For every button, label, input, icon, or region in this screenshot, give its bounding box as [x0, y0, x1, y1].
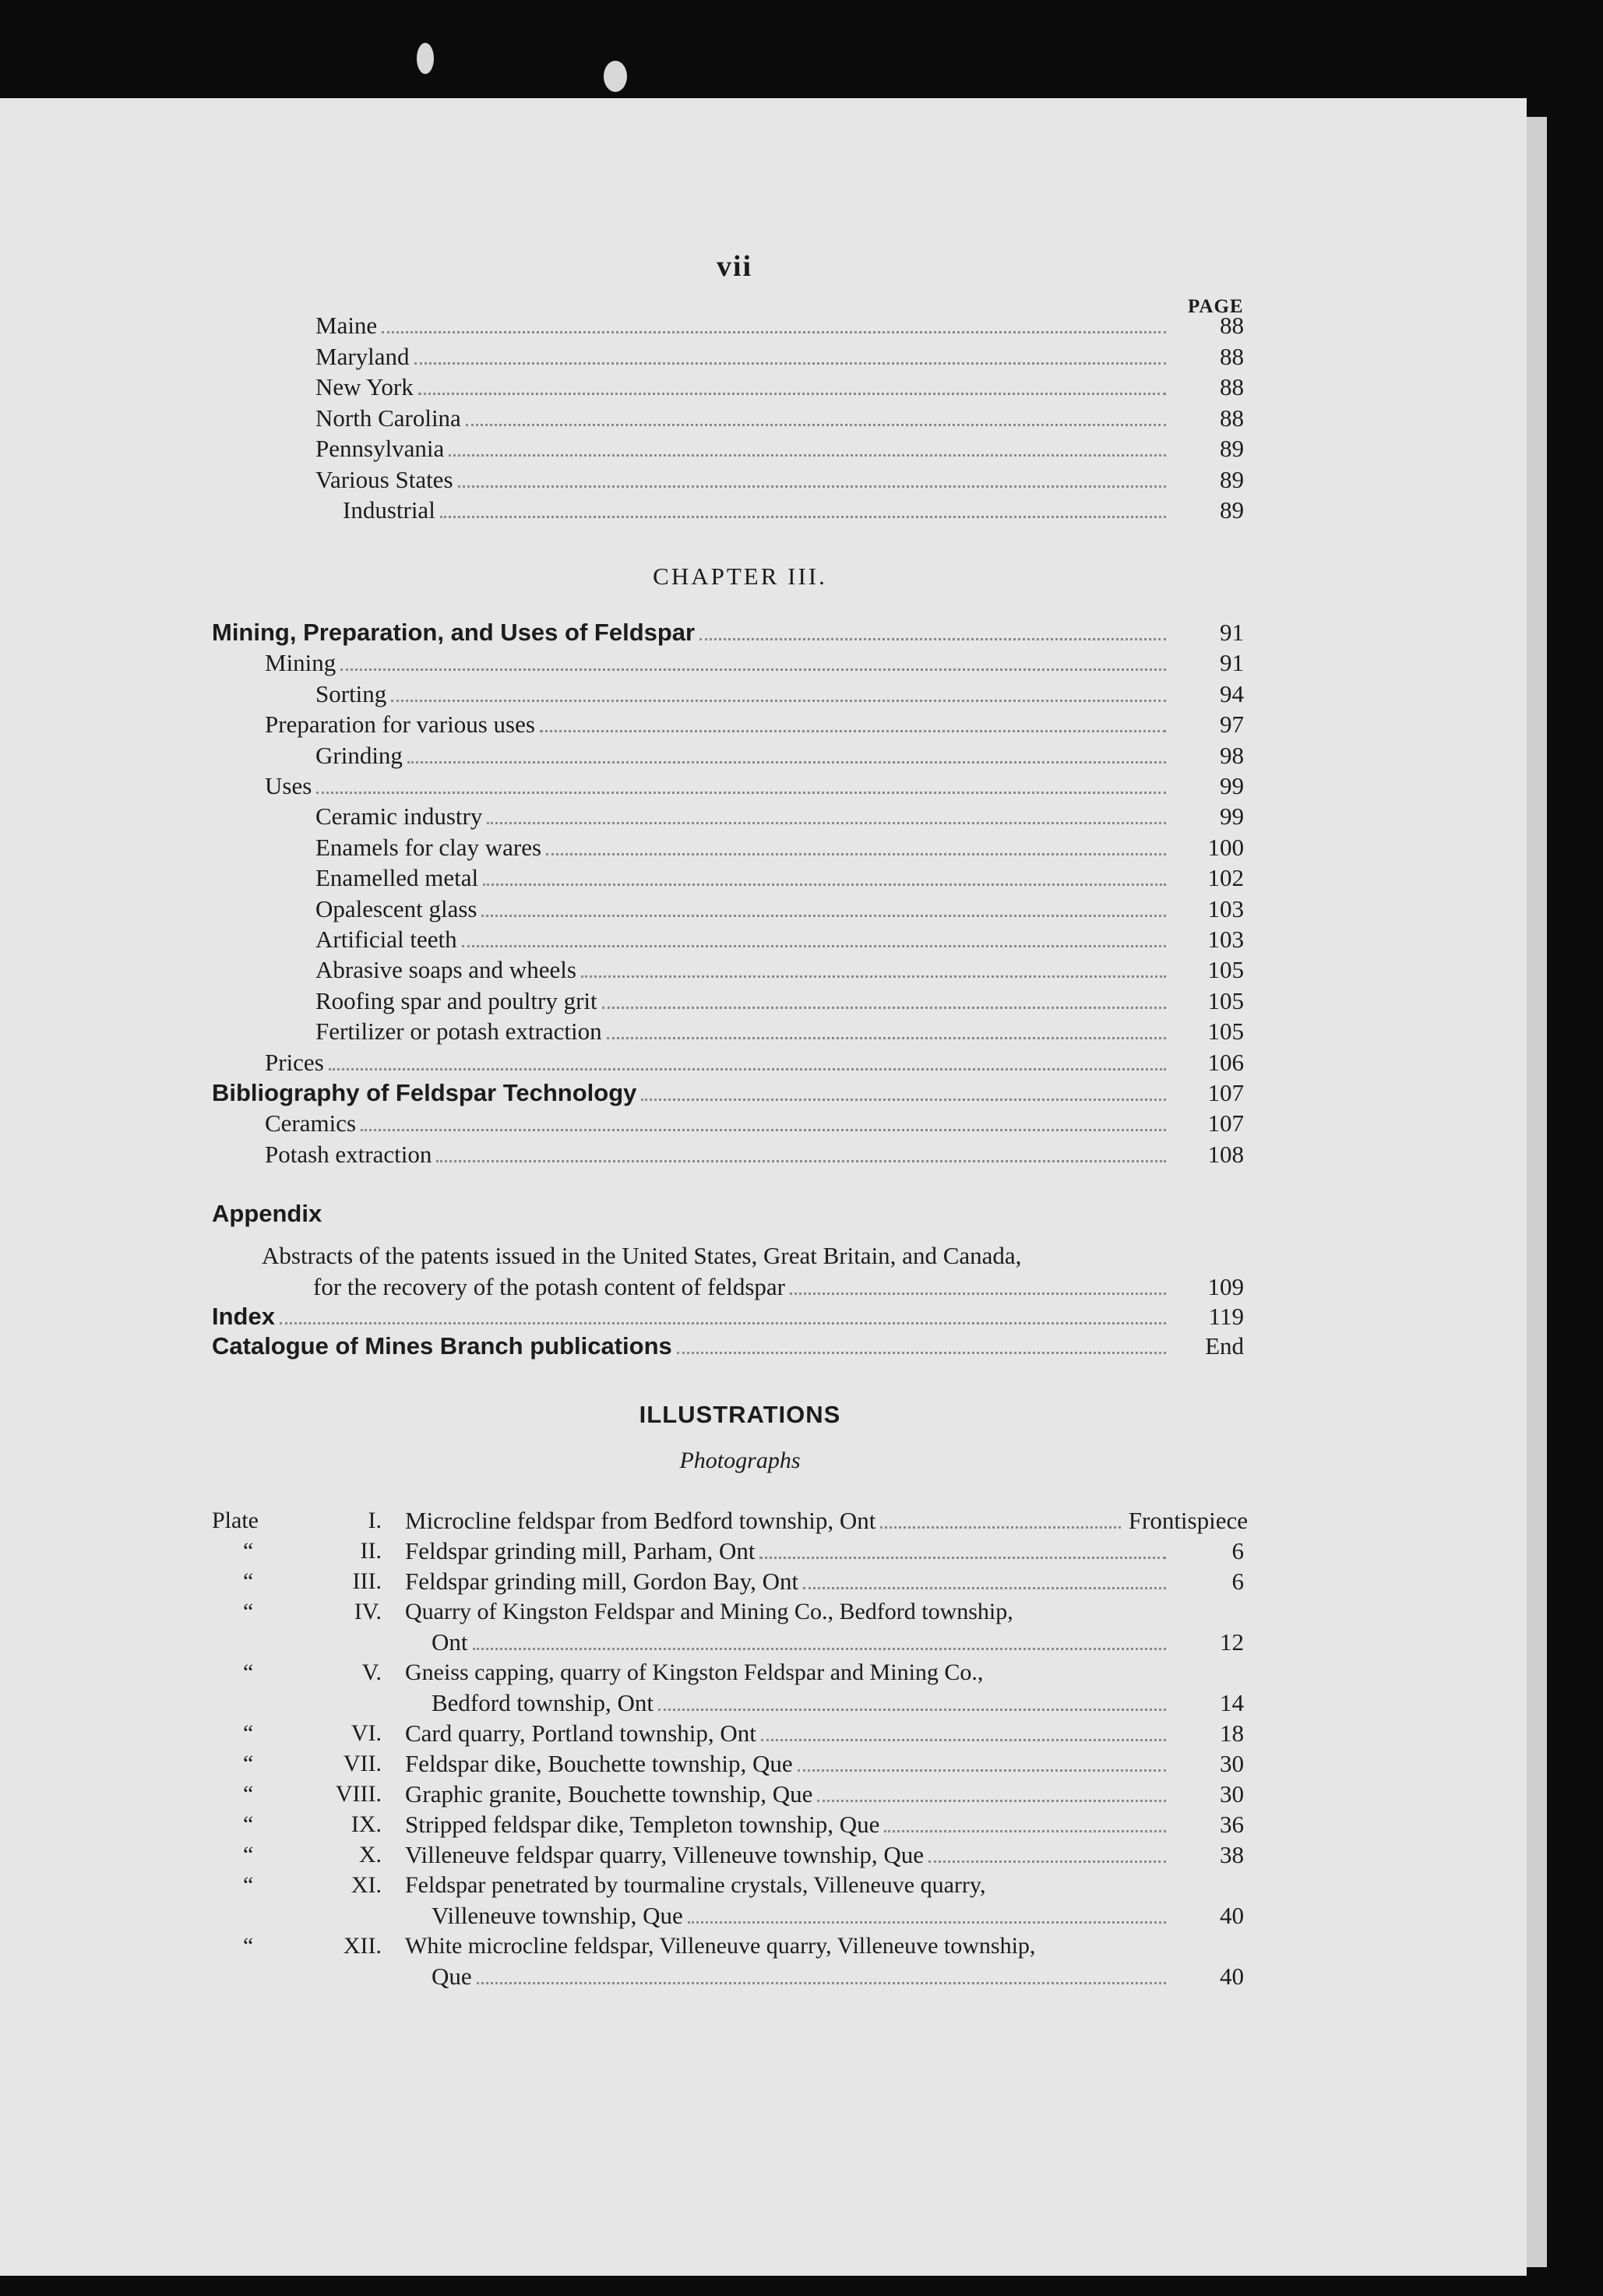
dot-leader: [677, 1352, 1166, 1354]
dot-leader: [477, 1982, 1166, 1984]
toc-entry-page: 103: [1207, 894, 1244, 922]
dot-leader: [414, 362, 1166, 365]
toc-entry-title: Grinding: [315, 741, 403, 769]
chapter-heading: CHAPTER III.: [653, 563, 827, 590]
plate-label: “: [243, 1568, 254, 1594]
toc-entry-title: Mining, Preparation, and Uses of Feldspar: [212, 619, 696, 646]
plate-numeral: III.: [352, 1568, 382, 1594]
toc-entry-page: 103: [1207, 926, 1244, 953]
plate-numeral: XI.: [351, 1872, 382, 1898]
toc-entry-title: Abrasive soaps and wheels: [315, 956, 576, 984]
page-column-header: PAGE: [1188, 296, 1244, 317]
toc-entry: [212, 1301, 1244, 1332]
plate-numeral: IV.: [354, 1599, 382, 1624]
appendix-page: 109: [1207, 1273, 1244, 1300]
toc-entry: [265, 771, 1244, 802]
plate-page: 12: [1220, 1628, 1244, 1656]
plate-page: 18: [1220, 1719, 1244, 1747]
plate-entry: [405, 1809, 1244, 1840]
dot-leader: [483, 883, 1166, 886]
plate-numeral: XII.: [343, 1933, 382, 1959]
plate-caption-line-2: Bedford township, Ont: [432, 1689, 654, 1716]
plate-numeral: IX.: [351, 1811, 382, 1837]
toc-entry: [315, 894, 1244, 925]
plate-page: 40: [1220, 1963, 1244, 1990]
toc-entry: [315, 740, 1244, 771]
plate-page: 30: [1220, 1750, 1244, 1777]
dot-leader: [641, 1099, 1166, 1101]
plate-page: 30: [1220, 1780, 1244, 1808]
dot-leader: [462, 945, 1166, 947]
plate-caption: Graphic granite, Bouchette township, Que: [405, 1780, 813, 1808]
dot-leader: [581, 975, 1166, 978]
plate-numeral: VI.: [351, 1720, 382, 1746]
film-speck: [417, 43, 434, 74]
toc-entry-page: 106: [1207, 1048, 1244, 1076]
toc-entry-title: Maryland: [315, 342, 410, 370]
illustrations-heading: ILLUSTRATIONS: [639, 1401, 841, 1428]
dot-leader: [449, 454, 1166, 457]
toc-entry-title: Opalescent glass: [315, 894, 477, 922]
plate-caption: Stripped feldspar dike, Templeton township, Que: [405, 1811, 880, 1838]
plate-page: 6: [1231, 1537, 1244, 1564]
dot-leader: [382, 331, 1166, 333]
plate-page: 40: [1220, 1902, 1244, 1929]
toc-entry: [315, 464, 1244, 496]
dot-leader: [928, 1860, 1166, 1863]
plate-caption-line-1: Feldspar penetrated by tourmaline crystals, Villeneuve quarry,: [405, 1872, 986, 1898]
dot-leader: [458, 485, 1166, 488]
toc-entry: [265, 1047, 1244, 1078]
plate-label: “: [243, 1751, 254, 1776]
plate-entry: [432, 1900, 1244, 1931]
plate-caption-line-2: Villeneuve township, Que: [432, 1902, 683, 1929]
plate-caption: Feldspar dike, Bouchette township, Que: [405, 1750, 793, 1777]
dot-leader: [602, 1007, 1166, 1009]
toc-entry: [315, 341, 1244, 372]
plate-caption: Card quarry, Portland township, Ont: [405, 1719, 756, 1747]
plate-entry: [405, 1718, 1244, 1749]
plate-numeral: V.: [361, 1659, 382, 1685]
dot-leader: [884, 1830, 1166, 1832]
plate-entry: [405, 1779, 1244, 1810]
appendix-entry: [313, 1271, 1244, 1303]
toc-entry: [315, 832, 1244, 863]
plate-entry: [405, 1505, 1248, 1536]
plate-numeral: II.: [360, 1538, 382, 1564]
plate-label: “: [243, 1720, 254, 1746]
toc-entry-page: 102: [1207, 864, 1244, 892]
plate-label: “: [243, 1538, 254, 1564]
plate-caption: Microcline feldspar from Bedford township, Ont: [405, 1507, 876, 1534]
toc-entry-page: 88: [1220, 342, 1244, 370]
dot-leader: [361, 1129, 1166, 1131]
toc-entry: [265, 1139, 1244, 1170]
toc-entry: [265, 1108, 1244, 1139]
toc-entry: [212, 617, 1244, 648]
dot-leader: [329, 1068, 1166, 1070]
dot-leader: [759, 1557, 1166, 1559]
dot-leader: [790, 1293, 1166, 1295]
toc-entry: [265, 709, 1244, 740]
dot-leader: [658, 1709, 1166, 1711]
plate-label: “: [243, 1781, 254, 1807]
appendix-text-line-1: Abstracts of the patents issued in the United States, Great Britain, and Canada,: [262, 1242, 1022, 1269]
toc-entry-title: Enamelled metal: [315, 864, 479, 892]
dot-leader: [481, 915, 1166, 917]
dot-leader: [761, 1739, 1166, 1741]
plate-page: 38: [1220, 1841, 1244, 1868]
toc-entry: [343, 495, 1244, 526]
toc-entry-page: 105: [1207, 986, 1244, 1014]
plate-numeral: X.: [358, 1842, 382, 1867]
toc-entry: [315, 433, 1244, 464]
toc-entry-page: 105: [1207, 956, 1244, 984]
toc-entry-title: Prices: [265, 1048, 324, 1076]
toc-entry-page: 88: [1220, 312, 1244, 339]
plate-label: “: [243, 1933, 254, 1959]
plate-entry: [432, 1627, 1244, 1658]
toc-entry: [212, 1331, 1244, 1362]
toc-entry-title: Preparation for various uses: [265, 711, 535, 739]
dot-leader: [803, 1587, 1166, 1589]
dot-leader: [466, 424, 1166, 426]
dot-leader: [316, 792, 1166, 794]
plate-numeral: VIII.: [335, 1781, 382, 1807]
toc-entry-title: Ceramics: [265, 1109, 357, 1137]
dot-leader: [540, 730, 1166, 732]
plate-label: Plate: [212, 1508, 259, 1533]
toc-entry: [315, 924, 1244, 955]
dot-leader: [817, 1800, 1166, 1802]
toc-entry-page: 107: [1207, 1079, 1244, 1106]
plate-page: 14: [1220, 1689, 1244, 1716]
plate-caption: Feldspar grinding mill, Gordon Bay, Ont: [405, 1568, 799, 1595]
toc-entry-title: Catalogue of Mines Branch publications: [212, 1332, 672, 1360]
toc-entry-page: End: [1205, 1332, 1244, 1360]
toc-entry-title: New York: [315, 373, 414, 400]
toc-entry: [315, 679, 1244, 710]
toc-entry-title: Industrial: [343, 496, 435, 524]
toc-entry-title: Sorting: [315, 679, 387, 707]
toc-entry-page: 91: [1220, 619, 1244, 646]
plate-caption-line-1: White microcline feldspar, Villeneuve quarry, Villeneuve township,: [405, 1933, 1036, 1959]
toc-entry-page: 99: [1220, 802, 1244, 831]
photographs-heading: Photographs: [679, 1448, 801, 1473]
dot-leader: [340, 668, 1166, 671]
dot-leader: [473, 1648, 1167, 1650]
toc-entry-title: Mining: [265, 649, 336, 677]
plate-label: “: [243, 1599, 254, 1624]
plate-entry: [432, 1688, 1244, 1719]
toc-entry-title: North Carolina: [315, 404, 461, 432]
toc-entry-title: Roofing spar and poultry grit: [315, 986, 597, 1014]
plate-entry: [405, 1748, 1244, 1779]
toc-entry: [315, 310, 1244, 341]
dot-leader: [880, 1526, 1120, 1529]
toc-entry-page: 88: [1220, 373, 1244, 400]
dot-leader: [487, 822, 1166, 824]
plate-entry: [405, 1839, 1244, 1871]
dot-leader: [546, 853, 1166, 855]
plate-label: “: [243, 1872, 254, 1898]
dot-leader: [699, 638, 1166, 640]
toc-entry: [315, 372, 1244, 403]
toc-entry-title: Bibliography of Feldspar Technology: [212, 1079, 637, 1106]
toc-entry-page: 98: [1220, 741, 1244, 769]
plate-page: 36: [1220, 1811, 1244, 1838]
toc-entry-title: Enamels for clay wares: [315, 833, 542, 861]
toc-entry-page: 91: [1220, 649, 1244, 677]
toc-entry: [315, 801, 1244, 832]
toc-entry: [315, 986, 1244, 1017]
dot-leader: [688, 1921, 1166, 1924]
toc-entry-page: 97: [1220, 711, 1244, 739]
toc-entry-title: Various States: [315, 465, 453, 493]
appendix-text-line-2: for the recovery of the potash content of feldspar: [313, 1273, 785, 1300]
dot-leader: [391, 700, 1166, 702]
toc-entry-page: 89: [1220, 465, 1244, 493]
plate-caption-line-1: Gneiss capping, quarry of Kingston Feldspar and Mining Co.,: [405, 1659, 984, 1685]
toc-entry: [212, 1077, 1244, 1109]
page-edge: [1527, 117, 1547, 2267]
toc-entry-page: 89: [1220, 496, 1244, 524]
toc-entry-title: Uses: [265, 772, 312, 799]
plate-entry: [405, 1566, 1244, 1597]
toc-entry-title: Index: [212, 1303, 275, 1330]
plate-numeral: I.: [368, 1508, 382, 1533]
toc-entry-page: 100: [1207, 833, 1244, 861]
dot-leader: [436, 1160, 1166, 1162]
toc-entry-page: 89: [1220, 435, 1244, 462]
toc-entry-page: 105: [1207, 1018, 1244, 1046]
toc-entry: [315, 954, 1244, 986]
film-speck: [604, 61, 627, 92]
toc-entry-page: 99: [1220, 772, 1244, 799]
plate-caption-line-1: Quarry of Kingston Feldspar and Mining Co., Bedford township,: [405, 1599, 1013, 1624]
toc-entry: [265, 647, 1244, 679]
toc-entry-page: 108: [1207, 1140, 1244, 1168]
dot-leader: [280, 1322, 1166, 1324]
plate-page: Frontispiece: [1128, 1507, 1248, 1534]
dot-leader: [798, 1769, 1166, 1772]
toc-entry-page: 88: [1220, 404, 1244, 432]
toc-entry-page: 119: [1208, 1303, 1244, 1330]
plate-page: 6: [1231, 1568, 1244, 1595]
plate-caption-line-2: Que: [432, 1963, 472, 1990]
dot-leader: [407, 761, 1166, 764]
toc-entry-title: Fertilizer or potash extraction: [315, 1018, 602, 1046]
dot-leader: [607, 1037, 1166, 1039]
page-number: vii: [717, 250, 753, 283]
toc-entry-page: 94: [1220, 679, 1244, 707]
toc-entry-title: Ceramic industry: [315, 802, 483, 831]
plate-label: “: [243, 1842, 254, 1867]
appendix-heading: Appendix: [212, 1200, 322, 1227]
plate-numeral: VII.: [343, 1751, 382, 1776]
toc-entry-page: 107: [1207, 1109, 1244, 1137]
toc-entry-title: Artificial teeth: [315, 926, 457, 953]
toc-entry: [315, 403, 1244, 434]
plate-caption: Feldspar grinding mill, Parham, Ont: [405, 1537, 756, 1564]
toc-entry: [315, 862, 1244, 894]
toc-entry: [315, 1016, 1244, 1047]
plate-caption: Villeneuve feldspar quarry, Villeneuve township, Que: [405, 1841, 925, 1868]
plate-entry: [405, 1536, 1244, 1567]
dot-leader: [418, 393, 1166, 395]
plate-label: “: [243, 1811, 254, 1837]
plate-entry: [432, 1961, 1244, 1992]
plate-label: “: [243, 1659, 254, 1685]
toc-entry-title: Maine: [315, 312, 378, 339]
toc-entry-title: Potash extraction: [265, 1140, 432, 1168]
plate-caption-line-2: Ont: [432, 1628, 468, 1656]
dot-leader: [440, 516, 1166, 518]
toc-entry-title: Pennsylvania: [315, 435, 445, 462]
